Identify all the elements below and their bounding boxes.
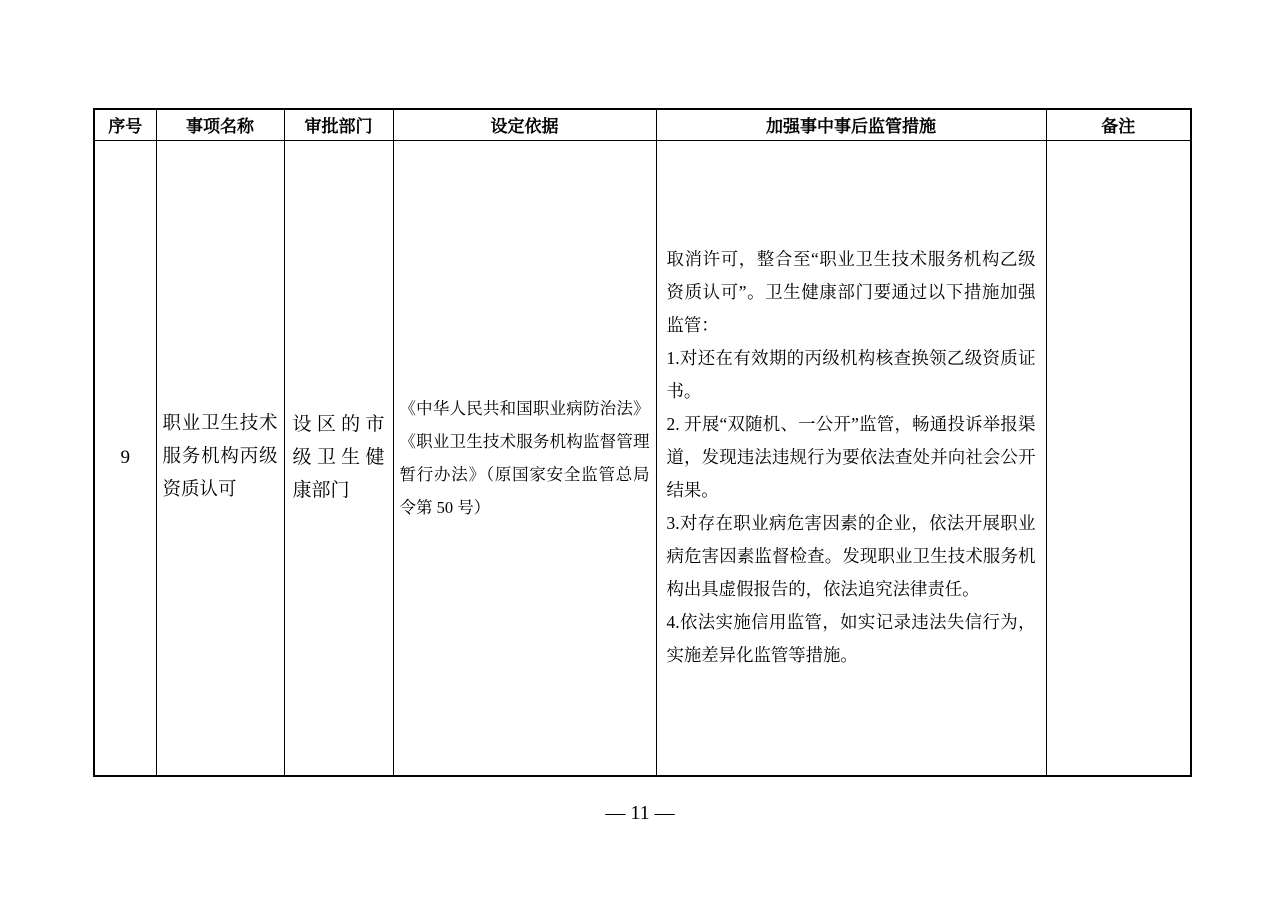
cell-seq: 9 [94,140,156,776]
page-number: — 11 — [605,802,675,824]
header-item-name: 事项名称 [156,109,284,140]
header-remarks: 备注 [1046,109,1191,140]
cell-approval-department: 设区的市级卫生健康部门 [284,140,393,776]
cell-remarks [1046,140,1191,776]
measure-item-2: 2. 开展“双随机、一公开”监管，畅通投诉举报渠道，发现违法违规行为要依法查处并向社会公开结果。 [666,414,1036,501]
header-approval-department: 审批部门 [284,109,393,140]
cell-setting-basis: 《中华人民共和国职业病防治法》《职业卫生技术服务机构监督管理暂行办法》（原国家安全监管总局令第 50 号） [393,140,656,776]
cell-item-name: 职业卫生技术服务机构丙级资质认可 [156,140,284,776]
header-supervision-measures: 加强事中事后监管措施 [656,109,1046,140]
measure-item-1: 1.对还在有效期的丙级机构核查换领乙级资质证书。 [666,348,1036,402]
approval-items-table [93,108,1192,777]
cell-supervision-measures [656,140,1046,776]
measure-intro: 取消许可，整合至“职业卫生技术服务机构乙级资质认可”。卫生健康部门要通过以下措施加强监管： [666,249,1036,336]
measure-item-3: 3.对存在职业病危害因素的企业，依法开展职业病危害因素监督检查。发现职业卫生技术服务机构出具虚假报告的，依法追究法律责任。 [666,513,1036,600]
table-header-row [94,109,1191,140]
header-seq: 序号 [94,109,156,140]
table-row [94,140,1191,776]
header-setting-basis: 设定依据 [393,109,656,140]
measure-item-4: 4.依法实施信用监管，如实记录违法失信行为，实施差异化监管等措施。 [666,612,1036,666]
